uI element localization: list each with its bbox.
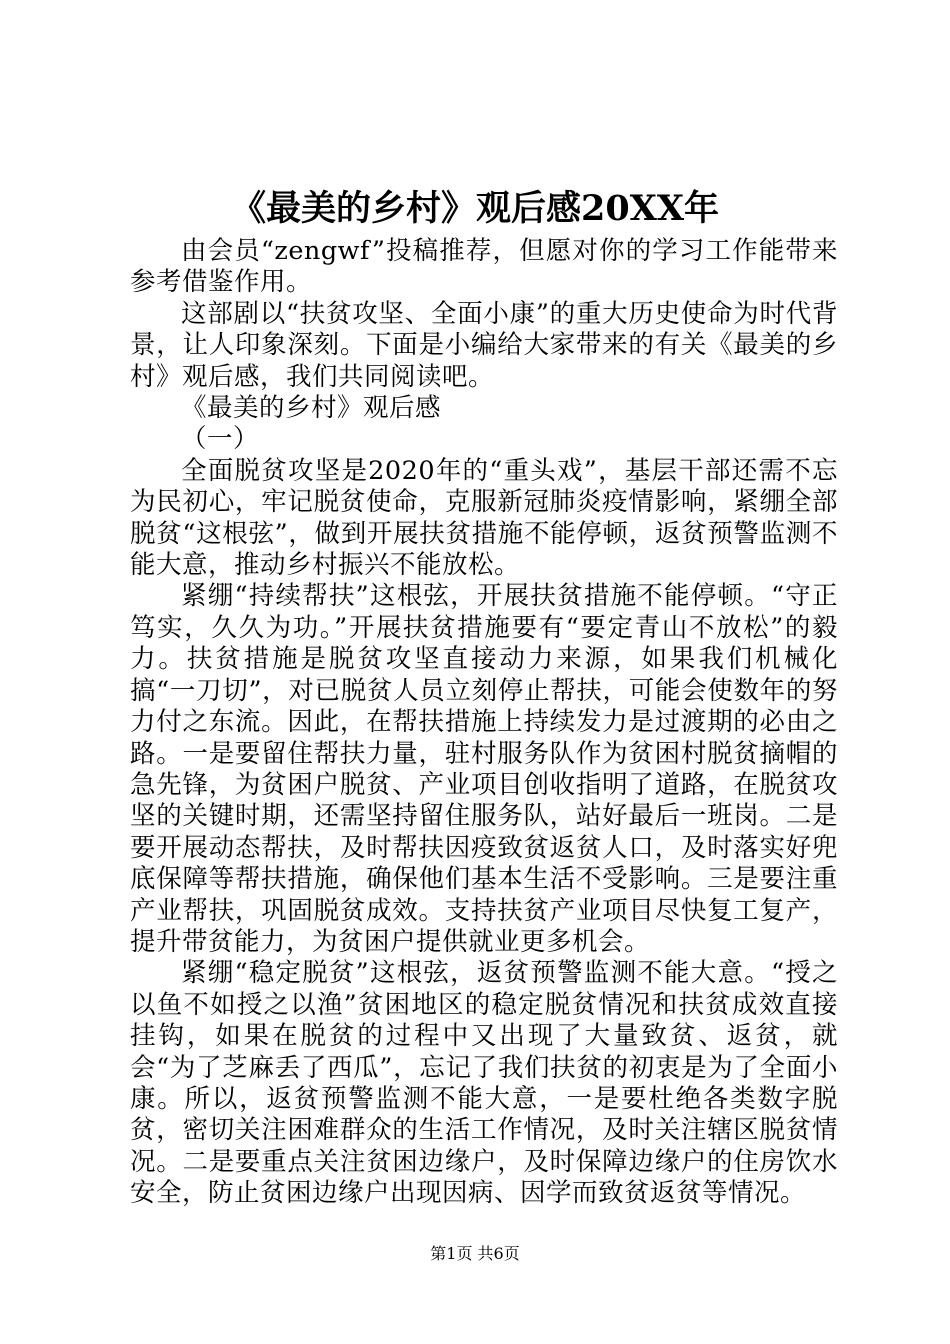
section-heading: 《最美的乡村》观后感 bbox=[181, 393, 442, 424]
paragraph-intro: 由会员“zengwf”投稿推荐，但愿对你的学习工作能带来参考借鉴作用。 bbox=[130, 236, 838, 298]
paragraph-background: 这部剧以“扶贫攻坚、全面小康”的重大历史使命为时代背景，让人印象深刻。下面是小编给大家带来的有关《最美的乡村》观后感，我们共同阅读吧。 bbox=[130, 298, 838, 392]
document-title: 《最美的乡村》观后感20XX年 bbox=[230, 188, 720, 229]
paragraph-continuous-support: 紧绷“持续帮扶”这根弦，开展扶贫措施不能停顿。“守正笃实，久久为功。”开展扶贫措施要有“要定青山不放松”的毅力。扶贫措施是脱贫攻坚直接动力来源，如果我们机械化搞“一刀切”，对已脱贫人员立刻停止帮扶，可能会使数年的努力付之东流。因此，在帮扶措施上持续发力是过渡期的必由之路。一是要留住帮扶力量，驻村服务队作为贫困村脱贫摘帽的急先锋，为贫困户脱贫、产业项目创收指明了道路，在脱贫攻坚的关键时期，还需坚持留住服务队，站好最后一班岗。二是要开展动态帮扶，及时帮扶因疫致贫返贫人口，及时落实好兜底保障等帮扶措施，确保他们基本生活不受影响。三是要注重产业帮扶，巩固脱贫成效。支持扶贫产业项目尽快复工复产，提升带贫能力，为贫困户提供就业更多机会。 bbox=[130, 581, 838, 957]
document-body bbox=[130, 236, 838, 1210]
paragraph-overview: 全面脱贫攻坚是2020年的“重头戏”，基层干部还需不忘为民初心，牢记脱贫使命，克服新冠肺炎疫情影响，紧绷全部脱贫“这根弦”，做到开展扶贫措施不能停顿，返贫预警监测不能大意，推动乡村振兴不能放松。 bbox=[130, 455, 838, 581]
page-footer: 第1页 共6页 bbox=[430, 1244, 520, 1263]
section-number: （一） bbox=[181, 424, 260, 455]
paragraph-stable-poverty-relief: 紧绷“稳定脱贫”这根弦，返贫预警监测不能大意。“授之以鱼不如授之以渔”贫困地区的稳定脱贫情况和扶贫成效直接挂钩，如果在脱贫的过程中又出现了大量致贫、返贫，就会“为了芝麻丢了西瓜”，忘记了我们扶贫的初衷是为了全面小康。所以，返贫预警监测不能大意，一是要杜绝各类数字脱贫，密切关注困难群众的生活工作情况，及时关注辖区脱贫情况。二是要重点关注贫困边缘户，及时保障边缘户的住房饮水安全，防止贫困边缘户出现因病、因学而致贫返贫等情况。 bbox=[130, 958, 838, 1209]
